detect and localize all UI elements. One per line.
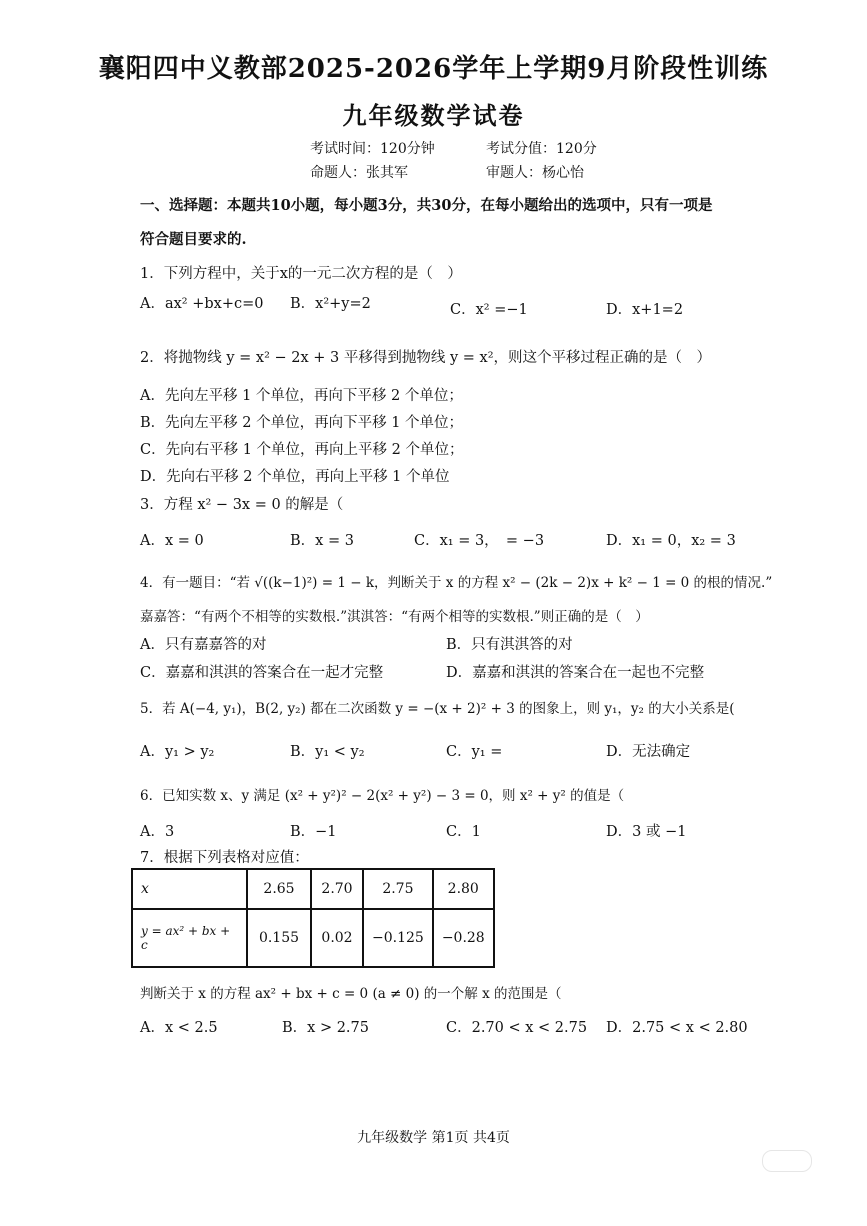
question-4-option-b: B．只有淇淇答的对 bbox=[446, 637, 573, 653]
question-2-option-d: D．先向右平移 2 个单位，再向上平移 1 个单位 bbox=[140, 469, 450, 485]
question-1-option-a: A．ax² +bx+c=0 bbox=[140, 296, 264, 312]
section-intro-line2: 符合题目要求的. bbox=[140, 231, 247, 248]
question-3-option-d: D．x₁ = 0，x₂ = 3 bbox=[606, 533, 736, 549]
question-7-option-d: D．2.75 < x < 2.80 bbox=[606, 1020, 748, 1036]
section-intro-line1: 一、选择题：本题共10小题，每小题3分，共30分，在每小题给出的选项中，只有一项是 bbox=[140, 197, 713, 214]
table-row bbox=[132, 869, 494, 909]
question-7-stem: 7．根据下列表格对应值： bbox=[140, 850, 309, 866]
question-7-stem-2: 判断关于 x 的方程 ax² + bx + c = 0 (a ≠ 0) 的一个解 x 的范围是（ bbox=[140, 986, 562, 1002]
question-3-option-a: A．x = 0 bbox=[140, 533, 204, 549]
question-3-option-c: C．x₁ = 3， = −3 bbox=[414, 533, 545, 549]
question-4-stem: 4．有一题目：“若 √((k−1)²) = 1 − k，判断关于 x 的方程 x² − (2k − 2)x + k² − 1 = 0 的根的情况.” bbox=[140, 575, 773, 591]
question-7-option-b: B．x > 2.75 bbox=[282, 1020, 369, 1036]
question-6-option-a: A．3 bbox=[140, 824, 175, 840]
value-table bbox=[131, 868, 495, 968]
question-1-option-b: B．x²+y=2 bbox=[290, 296, 371, 312]
question-1-option-c: C．x² =−1 bbox=[450, 302, 528, 318]
question-1-stem: 1．下列方程中，关于x的一元二次方程的是（ ） bbox=[140, 266, 462, 282]
table-cell: 2.80 bbox=[433, 869, 494, 909]
question-2-option-c: C．先向右平移 1 个单位，再向上平移 2 个单位； bbox=[140, 442, 464, 458]
question-4-option-a: A．只有嘉嘉答的对 bbox=[140, 637, 267, 653]
table-cell: −0.28 bbox=[433, 909, 494, 967]
question-1-option-d: D．x+1=2 bbox=[606, 302, 684, 318]
question-3-option-b: B．x = 3 bbox=[290, 533, 354, 549]
question-5-option-d: D．无法确定 bbox=[606, 744, 691, 760]
exam-title: 襄阳四中义教部2025-2026学年上学期9月阶段性训练 bbox=[98, 54, 769, 84]
question-6-option-c: C．1 bbox=[446, 824, 481, 840]
question-7-option-c: C．2.70 < x < 2.75 bbox=[446, 1020, 588, 1036]
question-2-option-b: B．先向左平移 2 个单位，再向下平移 1 个单位； bbox=[140, 415, 464, 431]
question-2-option-a: A．先向左平移 1 个单位，再向下平移 2 个单位； bbox=[140, 388, 463, 404]
exam-time: 考试时间：120分钟 bbox=[310, 141, 435, 157]
question-4-option-d: D．嘉嘉和淇淇的答案合在一起也不完整 bbox=[446, 665, 705, 681]
question-6-option-d: D．3 或 −1 bbox=[606, 824, 687, 840]
table-row bbox=[132, 909, 494, 967]
exam-author: 命题人：张其军 bbox=[310, 165, 408, 181]
question-6-option-b: B．−1 bbox=[290, 824, 337, 840]
exam-score: 考试分值：120分 bbox=[486, 141, 597, 157]
table-cell: y = ax² + bx + c bbox=[132, 909, 247, 967]
question-5-option-a: A．y₁ > y₂ bbox=[140, 744, 215, 760]
question-5-stem: 5．若 A(−4, y₁)，B(2, y₂) 都在二次函数 y = −(x + 2)² + 3 的图象上，则 y₁，y₂ 的大小关系是( bbox=[140, 701, 735, 717]
question-4-option-c: C．嘉嘉和淇淇的答案合在一起才完整 bbox=[140, 665, 384, 681]
question-7-option-a: A．x < 2.5 bbox=[140, 1020, 218, 1036]
table-cell: 2.65 bbox=[247, 869, 311, 909]
question-3-stem: 3．方程 x² − 3x = 0 的解是（ bbox=[140, 497, 344, 513]
watermark-mark bbox=[762, 1150, 812, 1172]
table-cell: x bbox=[132, 869, 247, 909]
table-cell: −0.125 bbox=[363, 909, 433, 967]
table-cell: 2.75 bbox=[363, 869, 433, 909]
question-5-option-c: C．y₁ = bbox=[446, 744, 503, 760]
exam-reviewer: 审题人：杨心怡 bbox=[486, 165, 584, 181]
page-footer: 九年级数学 第1页 共4页 bbox=[357, 1130, 510, 1146]
question-4-stem-2: 嘉嘉答：“有两个不相等的实数根.”淇淇答：“有两个相等的实数根.”则正确的是（ ） bbox=[140, 609, 649, 625]
question-6-stem: 6．已知实数 x、y 满足 (x² + y²)² − 2(x² + y²) − 3 = 0，则 x² + y² 的值是（ bbox=[140, 788, 625, 804]
table-cell: 2.70 bbox=[311, 869, 363, 909]
question-2-stem: 2．将抛物线 y = x² − 2x + 3 平移得到抛物线 y = x²，则这个平移过程正确的是（ ） bbox=[140, 350, 712, 366]
exam-subtitle: 九年级数学试卷 bbox=[342, 101, 525, 130]
table-cell: 0.02 bbox=[311, 909, 363, 967]
question-5-option-b: B．y₁ < y₂ bbox=[290, 744, 365, 760]
table-cell: 0.155 bbox=[247, 909, 311, 967]
